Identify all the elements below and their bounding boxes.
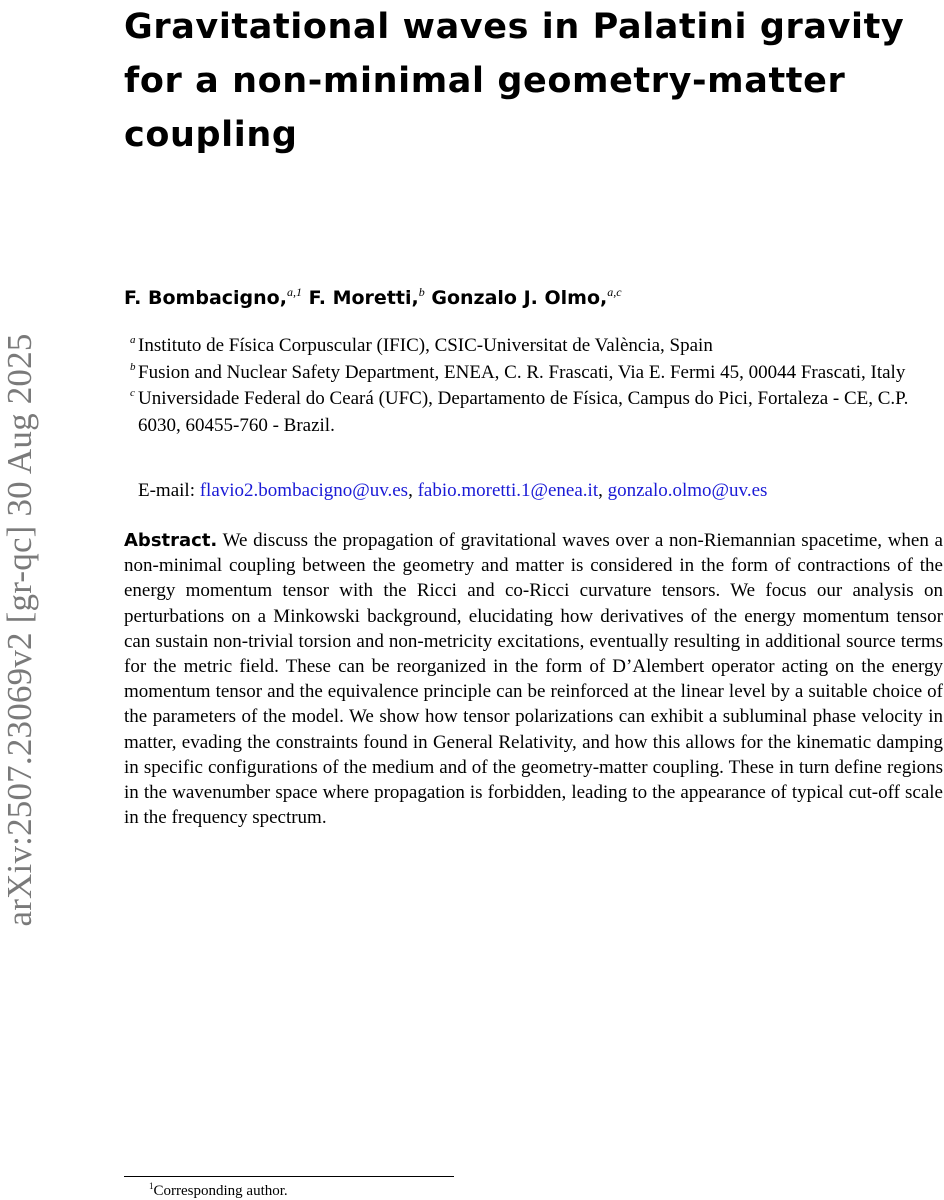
affiliation-list: [130, 333, 944, 439]
email-link[interactable]: fabio.moretti.1@enea.it: [417, 480, 599, 501]
affiliation-text: Universidade Federal do Ceará (UFC), Departamento de Física, Campus do Pici, Fortaleza - CE, C.P. 6030, 60455-760 - Brazil.: [138, 388, 909, 436]
abstract: [124, 528, 943, 830]
footnote: [149, 1181, 288, 1200]
affiliation-mark: b: [130, 360, 136, 373]
footnote-divider: [124, 1176, 454, 1177]
footnote-text: Corresponding author.: [153, 1183, 288, 1199]
author-affiliation-mark: a,c: [607, 285, 622, 299]
affiliation-text: Fusion and Nuclear Safety Department, ENEA, C. R. Frascati, Via E. Fermi 45, 00044 Frascati, Italy: [138, 361, 906, 383]
author-name: Gonzalo J. Olmo,: [431, 287, 608, 309]
email-line: E-mail: flavio2.bombacigno@uv.es, fabio.moretti.1@enea.it, gonzalo.olmo@uv.es: [138, 480, 768, 501]
arxiv-identifier[interactable]: arXiv:2507.23069v2 [gr-qc] 30 Aug 2025: [0, 333, 39, 927]
abstract-label: Abstract.: [124, 530, 218, 551]
arxiv-sidebar: [0, 300, 40, 960]
affiliation-mark: c: [130, 387, 135, 399]
author-affiliation-mark: a,1: [286, 285, 302, 299]
email-link[interactable]: flavio2.bombacigno@uv.es: [199, 480, 409, 501]
affiliation-text: Instituto de Física Corpuscular (IFIC), CSIC-Universitat de València, Spain: [138, 335, 713, 356]
author-name: F. Moretti,: [308, 287, 419, 309]
footnote-mark: 1: [149, 1181, 154, 1191]
author-affiliation-mark: b: [418, 285, 425, 299]
abstract-text: We discuss the propagation of gravitational waves over a non-Riemannian spacetime, when a non-minimal coupling between the geometry and matter is considered in the form of contractions of the energy momentum tensor with the Ricci and co-Ricci curvature tensors. We focus our analysis on perturbations on a Minkowski background, elucidating how derivatives of the energy momentum tensor can sustain non-trivial torsion and non-metricity excitations, eventually resulting in additional source terms for the metric field. These can be reorganized in the form of D’Alembert operator acting on the energy momentum tensor and the equivalence principle can be reinforced at the linear level by a suitable choice of the parameters of the model. We show how tensor polarizations can exhibit a subluminal phase velocity in matter, evading the constraints found in General Relativity, and how this allows for the kinematic damping in specific configurations of the medium and of the geometry-matter coupling. These in turn define regions in the wavenumber space where propagation is forbidden, leading to the appearance of typical cut-off scale in the frequency spectrum.: [124, 530, 943, 829]
email-link[interactable]: gonzalo.olmo@uv.es: [607, 480, 768, 501]
affiliation: [130, 333, 944, 360]
author-name: F. Bombacigno,: [124, 287, 287, 309]
affiliation-mark: a: [130, 334, 136, 346]
affiliation: [130, 360, 944, 387]
email-label: E-mail:: [138, 480, 195, 501]
author-list: [124, 285, 622, 309]
paper-title: Gravitational waves in Palatini gravity for a non-minimal geometry-matter coupling: [124, 7, 905, 155]
affiliation: [130, 386, 944, 439]
